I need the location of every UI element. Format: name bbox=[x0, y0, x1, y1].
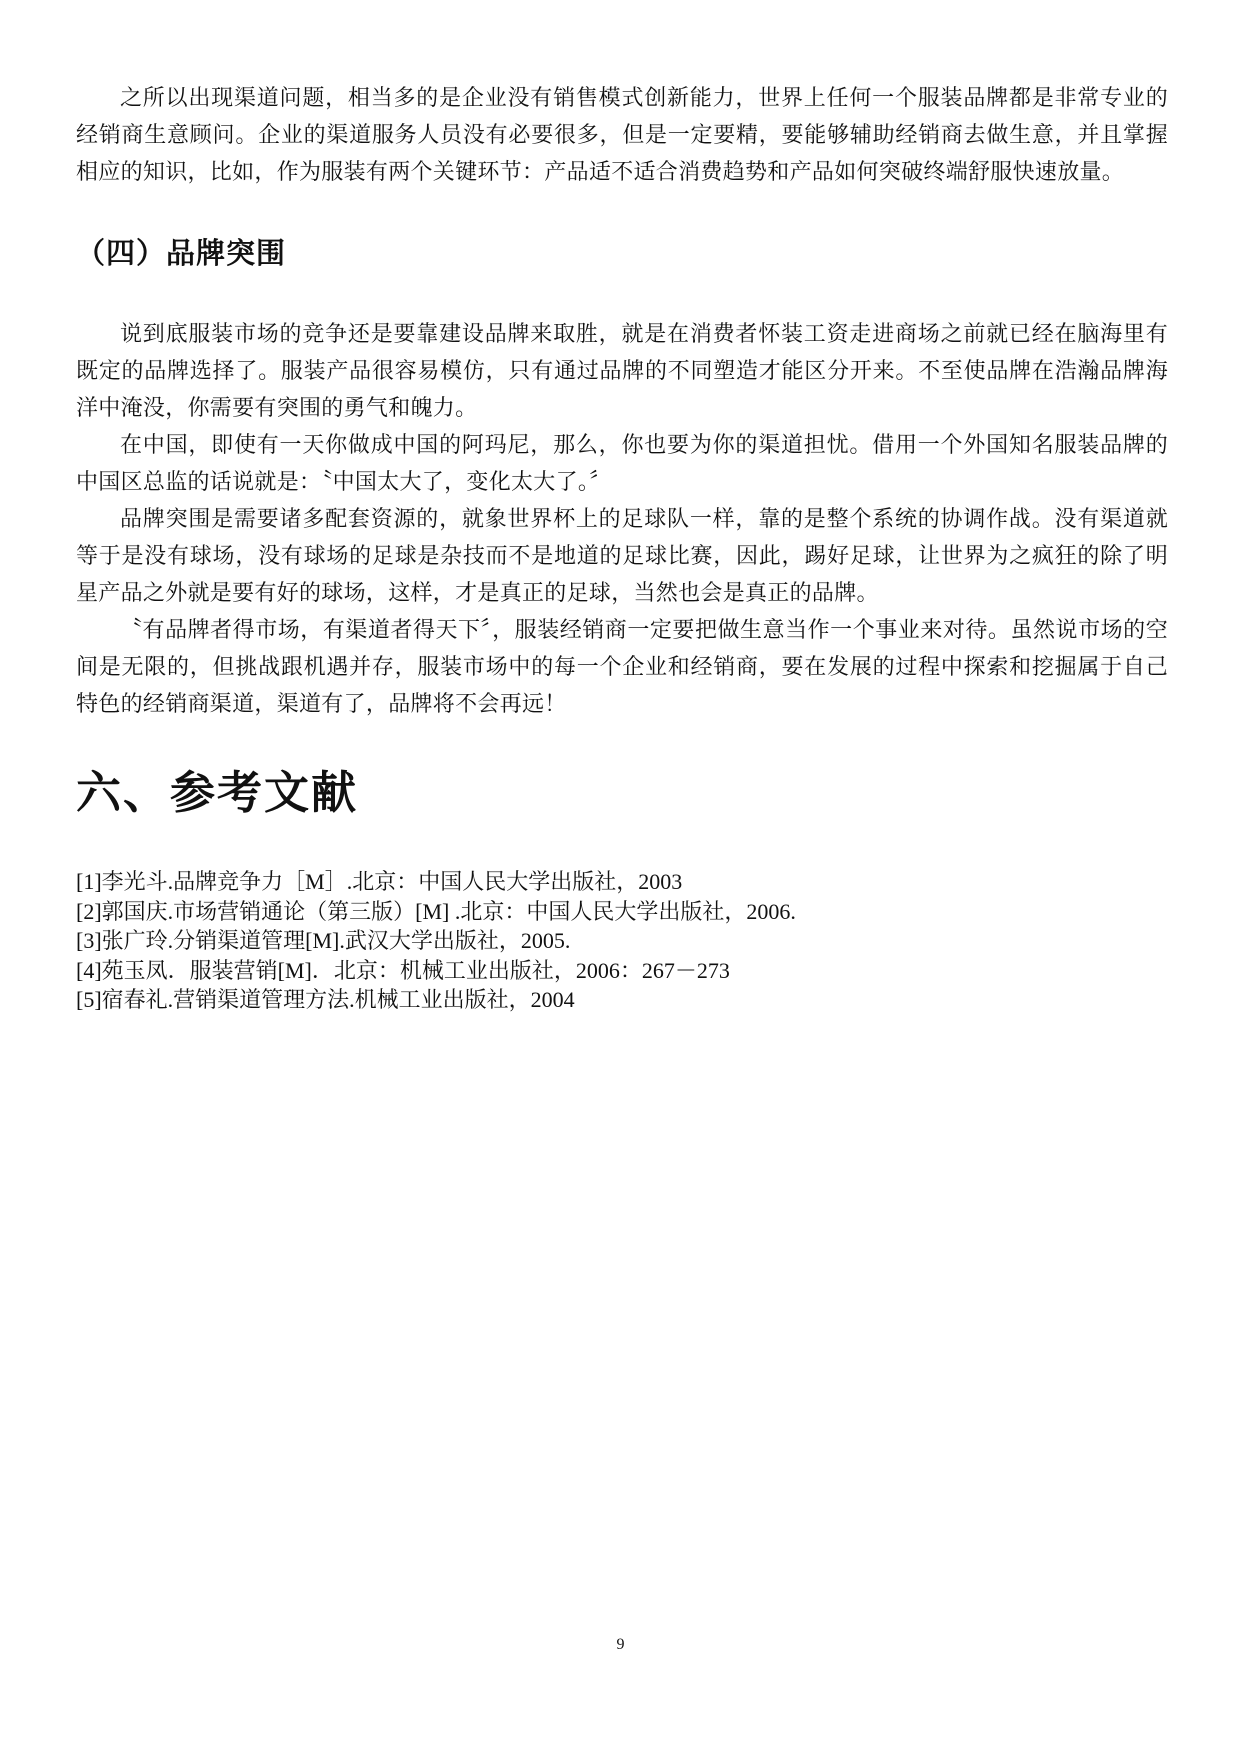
body-paragraph: 〝有品牌者得市场，有渠道者得天下〞，服装经销商一定要把做生意当作一个事业来对待。虽然说市场的空间是无限的，但挑战跟机遇并存，服装市场中的每一个企业和经销商，要在发展的过程中探索和挖掘属于自己特色的经销商渠道，渠道有了，品牌将不会再远！ bbox=[76, 618, 1168, 717]
reference-list bbox=[76, 867, 1168, 1015]
reference-item: [4]苑玉凤．服装营销[M]．北京：机械工业出版社，2006：267－273 bbox=[76, 957, 730, 983]
section-heading: 六、参考文献 bbox=[76, 766, 359, 819]
body-paragraph: 之所以出现渠道问题，相当多的是企业没有销售模式创新能力，世界上任何一个服装品牌都是非常专业的经销商生意顾问。企业的渠道服务人员没有必要很多，但是一定要精，要能够辅助经销商去做生意，并且掌握相应的知识，比如，作为服装有两个关键环节：产品适不适合消费趋势和产品如何突破终端舒服快速放量。 bbox=[76, 86, 1168, 185]
body-paragraph: 说到底服装市场的竞争还是要靠建设品牌来取胜，就是在消费者怀装工资走进商场之前就已经在脑海里有既定的品牌选择了。服装产品很容易模仿，只有通过品牌的不同塑造才能区分开来。不至使品牌在浩瀚品牌海洋中淹没，你需要有突围的勇气和魄力。 bbox=[76, 322, 1168, 421]
body-paragraph: 在中国，即使有一天你做成中国的阿玛尼，那么，你也要为你的渠道担忧。借用一个外国知名服装品牌的中国区总监的话说就是：〝中国太大了，变化太大了。〞 bbox=[76, 433, 1168, 495]
reference-item: [5]宿春礼.营销渠道管理方法.机械工业出版社，2004 bbox=[76, 987, 575, 1012]
body-paragraph: 品牌突围是需要诸多配套资源的，就象世界杯上的足球队一样，靠的是整个系统的协调作战。没有渠道就等于是没有球场，没有球场的足球是杂技而不是地道的足球比赛，因此，踢好足球，让世界为之疯狂的除了明星产品之外就是要有好的球场，这样，才是真正的足球，当然也会是真正的品牌。 bbox=[76, 507, 1168, 606]
reference-item: [3]张广玲.分销渠道管理[M].武汉大学出版社，2005. bbox=[76, 928, 571, 953]
reference-item: [1]李光斗.品牌竞争力［M］.北京：中国人民大学出版社，2003 bbox=[76, 869, 683, 894]
subsection-heading: （四）品牌突围 bbox=[76, 236, 287, 270]
page-number: 9 bbox=[616, 1636, 625, 1653]
document-page bbox=[76, 80, 1168, 1015]
reference-item: [2]郭国庆.市场营销通论（第三版）[M] .北京：中国人民大学出版社，2006. bbox=[76, 898, 796, 924]
